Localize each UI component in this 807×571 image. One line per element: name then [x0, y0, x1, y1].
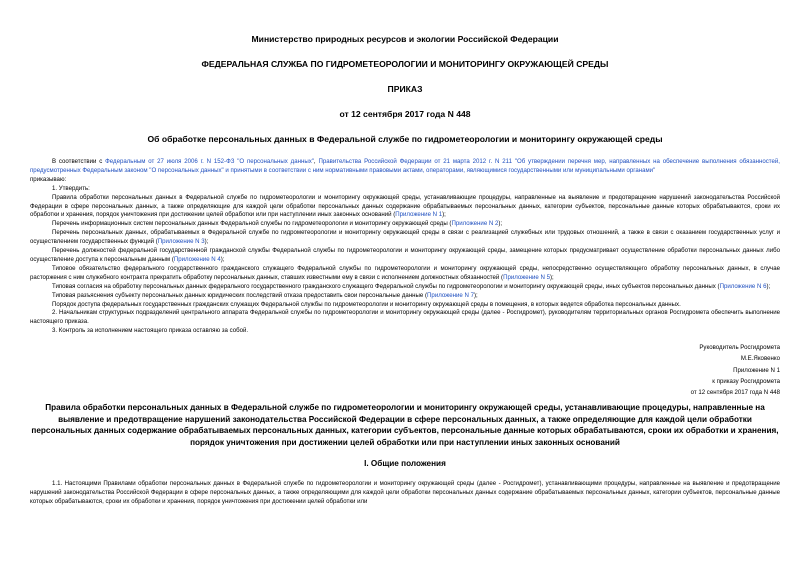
item-end: ); [204, 238, 209, 246]
rules-paragraph-1-1: 1.1. Настоящими Правилами обработки персональных данных в Федеральной службе по гидрометеорологии и мониторингу окружающей среды (далее - Росгидромет), устанавливающими процедуры, направленные на выявление и предотвращение нарушений законодательства Российской Федерации в сфере персональных данных, а также определяющими для каждой цели обработки персональных данных содержание обрабатываемых персональных данных, категории субъектов, персональные данные которых обрабатываются, сроки их обработки и хранения, порядок уничтожения при достижении целей обработки или [30, 480, 780, 506]
signer-name: М.Е.Яковенко [740, 355, 780, 363]
appendix-label: Приложение N 1 [733, 366, 780, 374]
rules-title: Правила обработки персональных данных в Федеральной службе по гидрометеорологии и мониторингу окружающей среды, устанавливающие процедуры, направленные на выявление и предотвращение нарушений законодательства Российской Федерации в сфере персональных данных, а также определяющие для каждой цели обработки персональных данных содержание обрабатываемых персональных данных, категории субъектов, персональные данные которых обрабатываются, сроки их обработки и хранения, порядок уничтожения при достижении целей обработки или при наступлении иных законных оснований [31, 403, 779, 447]
explanation-item [30, 292, 780, 301]
item-text: Перечень персональных данных, обрабатываемых в Федеральной службе по гидрометеорологии и мониторингу окружающей среды в связи с реализацией служебных или трудовых отношений, а также в связи с оказанием государственных услуг и осуществлением государственных функций ( [30, 229, 780, 246]
appendix-order-ref: к приказу Росгидромета [712, 377, 780, 385]
order-body [30, 158, 780, 336]
service-heading: ФЕДЕРАЛЬНАЯ СЛУЖБА ПО ГИДРОМЕТЕОРОЛОГИИ И МОНИТОРИНГУ ОКРУЖАЮЩЕЙ СРЕДЫ [201, 59, 609, 69]
item-end: ); [442, 211, 446, 219]
appendix-3-link[interactable]: Приложение N 3 [157, 238, 205, 246]
item-text: Типовая согласия на обработку персональных данных федерального государственного гражданского служащего Федеральной службы по гидрометеорологии и мониторингу окружающей среды, иных субъектов персональных данных ( [52, 282, 720, 290]
appendix-6-link[interactable]: Приложение N 6 [719, 282, 767, 290]
appendix-7-link[interactable]: Приложение N 7 [427, 291, 474, 299]
appendix-date: от 12 сентября 2017 года N 448 [690, 388, 780, 396]
subject-heading: Об обработке персональных данных в Федеральной службе по гидрометеорологии и мониторингу окружающей среды [147, 134, 663, 144]
item-text: Типовое обязательство федерального государственного гражданского служащего Федеральной службы по гидрометеорологии и мониторингу окружающей среды, непосредственно осуществляющего обработку персональных данных, в случае расторжения с ним служебного контракта прекратить обработку персональных данных, ставших известными ему в связи с исполнением должностных обязанностей ( [30, 264, 780, 281]
item-end: ); [473, 291, 478, 299]
rules-item [30, 194, 780, 221]
item-text: Правила обработки персональных данных в Федеральной службе по гидрометеорологии и мониторингу окружающей среды, устанавливающие процедуры, направленные на выявление и предотвращение нарушений законодательства Российской Федерации в сфере персональных данных, а также определяющие для каждой цели обработки персональных данных содержание обрабатываемых персональных данных, категории субъектов, персональные данные которых обрабатываются, сроки их обработки и хранения, порядок уничтожения при достижении целей обработки или при наступлении иных законных оснований ( [30, 193, 780, 219]
access-item: Порядок доступа федеральных государственных гражданских служащих Федеральной службы по гидрометеорологии и мониторингу окружающей среды в помещения, в которых ведется обработка персональных данных. [52, 300, 681, 308]
item-3: 3. Контроль за исполнением настоящего приказа оставляю за собой. [52, 327, 249, 335]
item-end: ); [220, 255, 225, 263]
consent-item [30, 283, 780, 292]
ministry-heading: Министерство природных ресурсов и экологии Российской Федерации [251, 34, 559, 44]
item-2: 2. Начальникам структурных подразделений центрального аппарата Федеральной службы по гидрометеорологии и мониторингу окружающей среды (далее - Росгидромет), руководителям территориальных органов Росгидромета обеспечить выполнение настоящего приказа. [30, 309, 780, 326]
preamble-paragraph [30, 158, 780, 176]
item-end: ); [766, 282, 771, 290]
appendix-5-link[interactable]: Приложение N 5 [503, 273, 550, 281]
rules-body [30, 479, 780, 506]
item-1: 1. Утвердить: [52, 184, 90, 192]
government-decree-link[interactable]: Правительства Российской Федерации от 21 марта 2012 г. N 211 "Об утверждении перечня мер, направленных на обеспечение выполнения обязанностей, предусмотренных Федеральным законом "О персональных данных" и принятыми в соответствии с ним нормативными правовыми актами, операторами, являющимися государственными или муниципальными органами" [30, 158, 780, 174]
obligation-item [30, 265, 780, 283]
doc-type-heading: ПРИКАЗ [387, 84, 423, 94]
personal-data-item [30, 229, 780, 247]
order-word: приказываю: [30, 175, 67, 183]
section-heading: I. Общие положения [364, 459, 446, 469]
info-systems-item [30, 220, 780, 229]
appendix-2-link[interactable]: Приложение N 2 [451, 220, 499, 228]
item-text: Типовая разъяснения субъекту персональных данных юридических последствий отказа предоставить свои персональные данные ( [52, 291, 428, 299]
federal-law-link[interactable]: Федеральным от 27 июля 2006 г. N 152-ФЗ "О персональных данных" [105, 158, 314, 165]
document-page [30, 34, 780, 506]
item-end: ); [549, 273, 554, 281]
signature-block [30, 342, 780, 398]
item-text: Перечень информационных систем персональных данных Федеральной службы по гидрометеорологии и мониторингу окружающей среды ( [52, 220, 452, 228]
date-number-heading: от 12 сентября 2017 года N 448 [339, 109, 471, 119]
preamble-text: В соответствии с [52, 158, 106, 165]
appendix-4-link[interactable]: Приложение N 4 [173, 255, 221, 263]
appendix-1-link[interactable]: Приложение N 1 [395, 211, 443, 219]
signer-position: Руководитель Росгидромета [699, 344, 780, 352]
preamble-text: , [313, 158, 319, 165]
positions-item [30, 247, 780, 265]
item-end: ); [498, 220, 503, 228]
item-text: Перечень должностей федеральной государственной гражданской службы Федеральной службы по гидрометеорологии и мониторингу окружающей среды, замещение которых предусматривает осуществление обработки персональных данных либо осуществление доступа к персональным данным ( [30, 247, 780, 263]
